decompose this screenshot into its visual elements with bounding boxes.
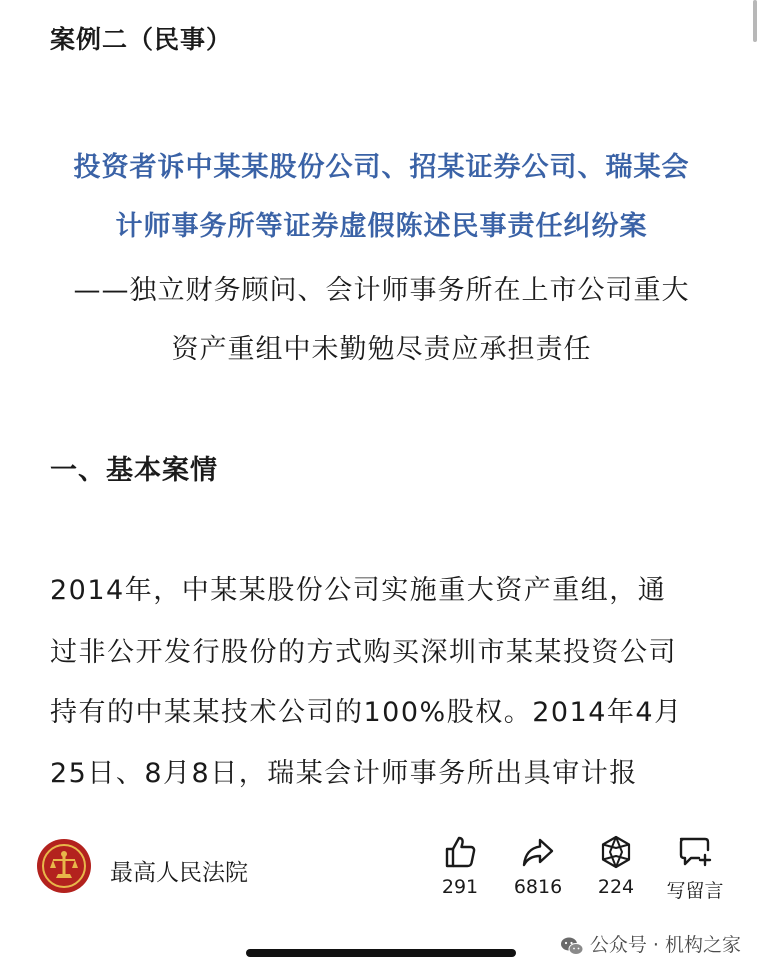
thumbs-up-icon [442, 834, 478, 870]
wechat-icon [560, 936, 584, 956]
paragraph-line-4: 25日、8月8日，瑞某会计师事务所出具审计报 [50, 758, 638, 789]
like-count: 291 [441, 876, 479, 898]
scrollbar[interactable] [753, 0, 757, 42]
court-emblem-icon[interactable] [36, 838, 92, 894]
watermark-text: 公众号 · 机构之家 [589, 934, 741, 956]
comment-button[interactable] [657, 834, 733, 903]
article-title-line-1: 投资者诉中某某股份公司、招某证券公司、瑞某会 [73, 152, 690, 183]
case-label: 案例二（民事） [50, 25, 233, 54]
comment-label: 写留言 [666, 880, 724, 902]
share-arrow-icon [520, 834, 556, 870]
wow-count: 224 [597, 876, 635, 898]
account-name[interactable]: 最高人民法院 [110, 860, 248, 886]
paragraph-line-3: 持有的中某某技术公司的100%股权。2014年4月 [50, 697, 683, 728]
bottom-action-bar [0, 812, 763, 972]
comment-icon [676, 834, 714, 870]
home-indicator[interactable] [246, 949, 516, 957]
share-count: 6816 [513, 876, 563, 898]
paragraph-line-2: 过非公开发行股份的方式购买深圳市某某投资公司 [50, 637, 677, 668]
article-subtitle-line-1: ——独立财务顾问、会计师事务所在上市公司重大 [73, 275, 690, 306]
sparkle-star-icon [598, 834, 634, 870]
like-button[interactable] [425, 834, 495, 898]
article-subtitle-line-2: 资产重组中未勤勉尽责应承担责任 [171, 334, 592, 365]
watermark [560, 930, 741, 957]
article-title-line-2: 计师事务所等证券虚假陈述民事责任纠纷案 [115, 211, 648, 242]
share-button[interactable] [503, 834, 573, 898]
paragraph-line-1: 2014年，中某某股份公司实施重大资产重组，通 [50, 575, 667, 606]
wow-button[interactable] [581, 834, 651, 898]
section-heading: 一、基本案情 [50, 455, 218, 486]
